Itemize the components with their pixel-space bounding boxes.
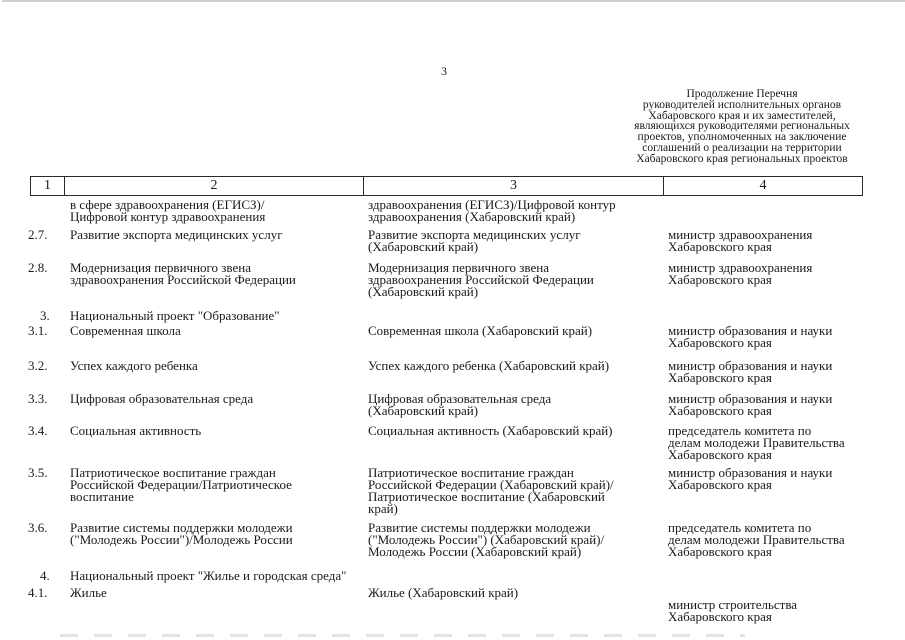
project-name xyxy=(70,199,265,223)
responsible-official-line: Хабаровского края xyxy=(668,609,772,624)
regional-project-line: (Хабаровский край) xyxy=(368,403,479,418)
regional-project-line: Российской Федерации (Хабаровский край)/ xyxy=(368,477,614,492)
responsible-official-line: министр здравоохранения xyxy=(668,260,813,275)
row-number: 3.1. xyxy=(28,323,48,338)
column-header-2: 2 xyxy=(65,177,364,195)
responsible-official xyxy=(668,587,797,623)
responsible-official-line: председатель комитета по xyxy=(668,520,812,535)
regional-project-line: Патриотическое воспитание граждан xyxy=(368,465,574,480)
responsible-official-line: министр здравоохранения xyxy=(668,227,813,242)
responsible-official-line: министр строительства xyxy=(668,597,798,612)
responsible-official xyxy=(668,393,832,417)
regional-project xyxy=(368,262,594,298)
responsible-official xyxy=(668,522,845,558)
project-name xyxy=(70,229,283,241)
responsible-official-line: делам молодежи Правительства xyxy=(668,435,845,450)
project-name xyxy=(70,262,296,286)
regional-project xyxy=(368,522,604,558)
row-number: 3.2. xyxy=(28,358,48,373)
continuation-line: Хабаровского края и их заместителей, xyxy=(648,109,836,122)
responsible-official-line: Хабаровского края xyxy=(668,477,772,492)
page-number: 3 xyxy=(441,64,447,78)
column-header-4: 4 xyxy=(759,178,767,193)
regional-project-line: здравоохранения (Хабаровский край) xyxy=(368,209,576,224)
regional-project-line: здравоохранения Российской Федерации xyxy=(368,272,594,287)
row-number: 3.6. xyxy=(28,520,48,535)
project-name-line: Развитие экспорта медицинских услуг xyxy=(70,227,283,242)
responsible-official-line: Хабаровского края xyxy=(668,335,772,350)
regional-project-line: Развитие экспорта медицинских услуг xyxy=(368,227,581,242)
responsible-official-line: Хабаровского края xyxy=(668,447,772,462)
continuation-line: Продолжение Перечня xyxy=(686,88,798,100)
row-number: 2.8. xyxy=(28,260,48,275)
responsible-official xyxy=(668,467,832,491)
continuation-line: проектов, уполномоченных на заключение xyxy=(637,131,847,144)
project-name-line: ("Молодежь России")/Молодежь России xyxy=(70,532,293,547)
project-name-line: Российской Федерации/Патриотическое xyxy=(70,477,292,492)
regional-project-line: Патриотическое воспитание (Хабаровский xyxy=(368,489,605,504)
row-number: 4.1. xyxy=(28,585,48,600)
regional-project-line: Модернизация первичного звена xyxy=(368,260,549,275)
column-header-1: 1 xyxy=(31,177,65,195)
regional-project xyxy=(368,229,581,253)
table-header-row xyxy=(30,176,863,196)
regional-project-line: ("Молодежь России") (Хабаровский край)/ xyxy=(368,532,605,547)
page-top-edge xyxy=(2,0,905,2)
project-name xyxy=(70,587,107,599)
responsible-official-line: Хабаровского края xyxy=(668,403,772,418)
responsible-official xyxy=(668,262,812,286)
project-name-line: Модернизация первичного звена xyxy=(70,260,251,275)
project-name xyxy=(70,522,293,546)
regional-project-line: (Хабаровский край) xyxy=(368,284,479,299)
project-name xyxy=(70,310,280,322)
project-name-line: Цифровая образовательная среда xyxy=(70,391,254,406)
project-name xyxy=(70,467,292,503)
regional-project-line: Цифровая образовательная среда xyxy=(368,391,552,406)
regional-project-line: Успех каждого ребенка (Хабаровский край) xyxy=(368,358,610,373)
project-name-line: в сфере здравоохранения (ЕГИСЗ)/ xyxy=(70,197,265,212)
regional-project-line: край) xyxy=(368,501,398,516)
project-name-line: Социальная активность xyxy=(70,423,202,438)
project-name-line: Цифровой контур здравоохранения xyxy=(70,209,266,224)
regional-project xyxy=(368,360,609,372)
regional-project-line: здравоохранения (ЕГИСЗ)/Цифровой контур xyxy=(368,197,616,212)
continuation-line: соглашений о реализации на территории xyxy=(642,141,842,154)
responsible-official xyxy=(668,229,812,253)
regional-project-line: Молодежь России (Хабаровский край) xyxy=(368,544,582,559)
project-name-line: Успех каждого ребенка xyxy=(70,358,198,373)
project-name-line: воспитание xyxy=(70,489,134,504)
row-number: 3.5. xyxy=(28,465,48,480)
project-name-line: Национальный проект "Образование" xyxy=(70,308,280,323)
continuation-line: руководителей исполнительных органов xyxy=(642,98,842,111)
responsible-official-line: Хабаровского края xyxy=(668,544,772,559)
project-name-line: Современная школа xyxy=(70,323,181,338)
regional-project-line: (Хабаровский край) xyxy=(368,239,479,254)
regional-project-line: Социальная активность (Хабаровский край) xyxy=(368,423,613,438)
continuation-line: являющихся руководителями региональных xyxy=(634,120,850,133)
responsible-official-line: Хабаровского края xyxy=(668,272,772,287)
responsible-official-line: председатель комитета по xyxy=(668,423,812,438)
responsible-official-line: Хабаровского края xyxy=(668,239,772,254)
project-name xyxy=(70,570,346,582)
scan-artifact xyxy=(60,634,745,637)
responsible-official xyxy=(668,360,832,384)
row-number: 4. xyxy=(40,568,50,583)
project-name-line: Национальный проект "Жилье и городская среда" xyxy=(70,568,347,583)
regional-project-line: Современная школа (Хабаровский край) xyxy=(368,323,593,338)
project-name-line: здравоохранения Российской Федерации xyxy=(70,272,296,287)
responsible-official-line: Хабаровского края xyxy=(668,370,772,385)
row-number: 3. xyxy=(40,308,50,323)
regional-project xyxy=(368,393,551,417)
responsible-official-line: министр образования и науки xyxy=(668,358,833,373)
project-name xyxy=(70,425,201,437)
row-number: 2.7. xyxy=(28,227,48,242)
project-name-line: Развитие системы поддержки молодежи xyxy=(70,520,293,535)
project-name xyxy=(70,325,181,337)
regional-project xyxy=(368,325,592,337)
responsible-official-line: министр образования и науки xyxy=(668,465,833,480)
regional-project xyxy=(368,199,616,223)
responsible-official-line: министр образования и науки xyxy=(668,323,833,338)
regional-project xyxy=(368,467,614,515)
responsible-official xyxy=(668,325,832,349)
regional-project xyxy=(368,425,613,437)
column-header-3: 3 xyxy=(364,177,664,195)
responsible-official xyxy=(668,425,845,461)
row-number: 3.4. xyxy=(28,423,48,438)
regional-project-line: Жилье (Хабаровский край) xyxy=(368,585,519,600)
project-name xyxy=(70,393,253,405)
responsible-official-line: министр образования и науки xyxy=(668,391,833,406)
responsible-official-line: делам молодежи Правительства xyxy=(668,532,845,547)
continuation-note xyxy=(604,89,880,165)
row-number: 3.3. xyxy=(28,391,48,406)
project-name-line: Жилье xyxy=(70,585,107,600)
project-name xyxy=(70,360,198,372)
continuation-line: Хабаровского края региональных проектов xyxy=(636,152,848,165)
project-name-line: Патриотическое воспитание граждан xyxy=(70,465,276,480)
regional-project-line: Развитие системы поддержки молодежи xyxy=(368,520,591,535)
regional-project xyxy=(368,587,518,599)
